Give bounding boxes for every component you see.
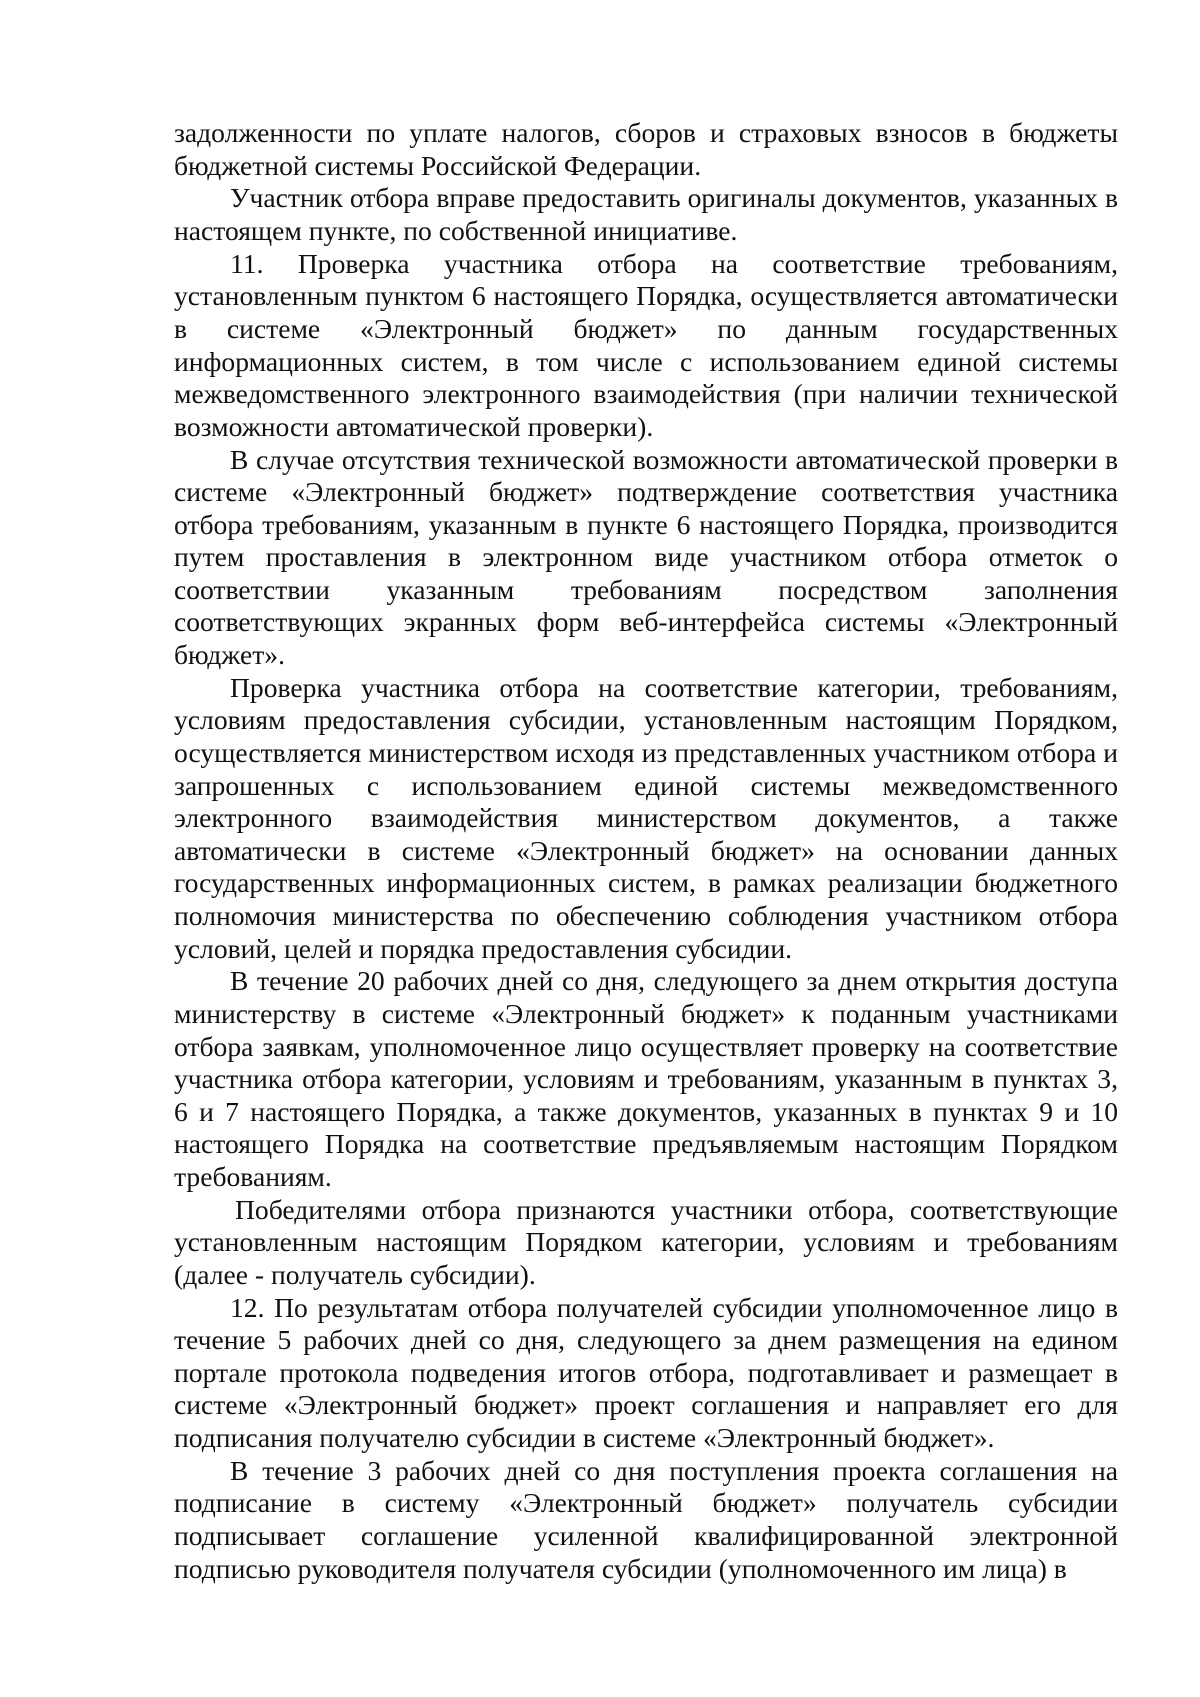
- paragraph-clause-12: 12. По результатам отбора получателей субсидии уполномоченное лицо в течение 5 рабочих дней со дня, следующего за днем размещения на едином портале протокола подведения итогов отбора, подготавливает и размещает в системе «Электронный бюджет» проект соглашения и направляет его для подписания получателю субсидии в системе «Электронный бюджет».: [174, 1291, 1118, 1454]
- paragraph-ministry-check: Проверка участника отбора на соответствие категории, требованиям, условиям предоставления субсидии, установленным настоящим Порядком, осуществляется министерством исходя из представленных участником отбора и запрошенных с использованием единой системы межведомственного электронного взаимодействия министерством документов, а также автоматически в системе «Электронный бюджет» на основании данных государственных информационных систем, в рамках реализации бюджетного полномочия министерства по обеспечению соблюдения участником отбора условий, целей и порядка предоставления субсидии.: [174, 671, 1118, 964]
- paragraph-signing: В течение 3 рабочих дней со дня поступления проекта соглашения на подписание в систему «Электронный бюджет» получатель субсидии подписывает соглашение усиленной квалифицированной электронной подписью руководителя получателя субсидии (уполномоченного им лица) в: [174, 1454, 1118, 1584]
- paragraph-no-technical-possibility: В случае отсутствия технической возможности автоматической проверки в системе «Электронный бюджет» подтверждение соответствия участника отбора требованиям, указанным в пункте 6 настоящего Порядка, производится путем проставления в электронном виде участником отбора отметок о соответствии указанным требованиям посредством заполнения соответствующих экранных форм веб-интерфейса системы «Электронный бюджет».: [174, 443, 1118, 671]
- paragraph-original-documents: Участник отбора вправе предоставить оригиналы документов, указанных в настоящем пункте, по собственной инициативе.: [174, 182, 1118, 246]
- paragraph-winners: Победителями отбора признаются участники отбора, соответствующие установленным настоящим Порядком категории, условиям и требованиям (далее - получатель субсидии).: [174, 1193, 1118, 1290]
- document-body: [174, 117, 1118, 1585]
- paragraph-continuation: задолженности по уплате налогов, сборов и страховых взносов в бюджеты бюджетной системы Российской Федерации.: [174, 117, 1118, 181]
- paragraph-clause-11: 11. Проверка участника отбора на соответствие требованиям, установленным пунктом 6 настоящего Порядка, осуществляется автоматически в системе «Электронный бюджет» по данным государственных информационных систем, в том числе с использованием единой системы межведомственного электронного взаимодействия (при наличии технической возможности автоматической проверки).: [174, 247, 1118, 442]
- paragraph-20-days-check: В течение 20 рабочих дней со дня, следующего за днем открытия доступа министерству в системе «Электронный бюджет» к поданным участниками отбора заявкам, уполномоченное лицо осуществляет проверку на соответствие участника отбора категории, условиям и требованиям, указанным в пунктах 3, 6 и 7 настоящего Порядка, а также документов, указанных в пунктах 9 и 10 настоящего Порядка на соответствие предъявляемым настоящим Порядком требованиям.: [174, 965, 1118, 1192]
